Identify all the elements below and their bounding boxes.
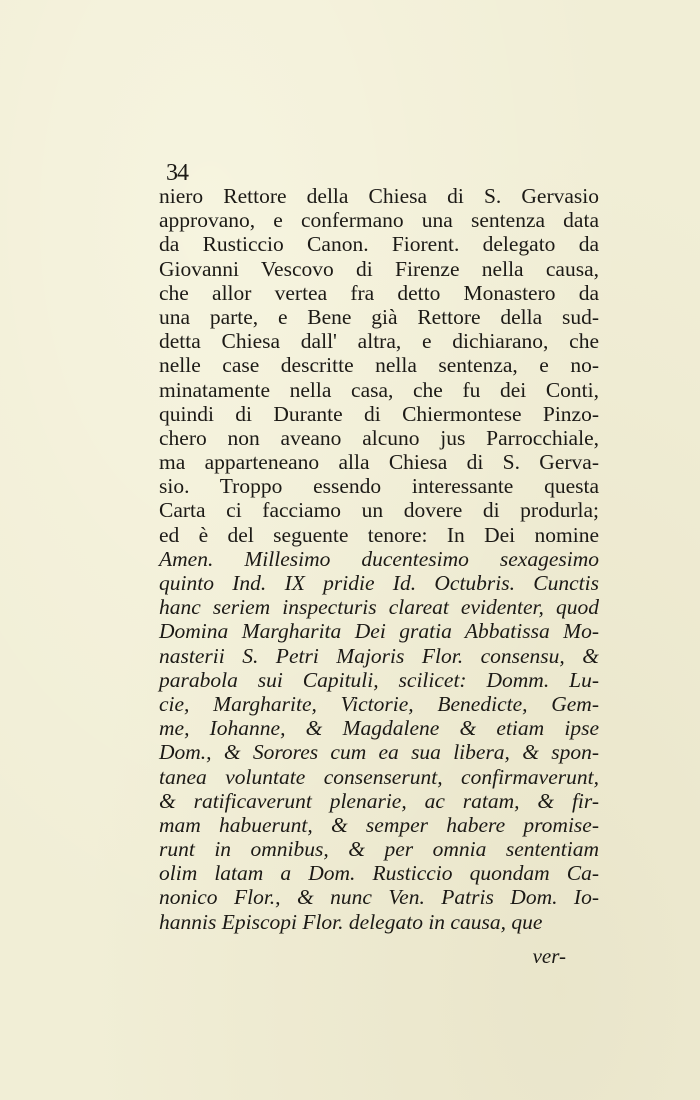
- text-line: hannis Episcopi Flor. delegato in causa, que: [159, 909, 543, 934]
- text-line: nasterii S. Petri Majoris Flor. consensu, &: [159, 643, 599, 668]
- text-line: runt in omnibus, & per omnia sententiam: [159, 837, 599, 862]
- text-line: una parte, e Bene già Rettore della sud-: [159, 304, 599, 329]
- text-line: olim latam a Dom. Rusticcio quondam Ca-: [159, 861, 599, 886]
- text-line: quinto Ind. IX pridie Id. Octubris. Cunctis: [159, 571, 599, 595]
- text-line: minatamente nella casa, che fu dei Conti,: [159, 377, 599, 402]
- text-line: ed è del seguente tenore: In Dei nomine: [159, 522, 599, 547]
- text-line: approvano, e confermano una sentenza data: [159, 208, 599, 233]
- text-line: parabola sui Capituli, scilicet: Domm. Lu-: [159, 667, 599, 692]
- text-line: Giovanni Vescovo di Firenze nella causa,: [159, 256, 599, 281]
- text-line: da Rusticcio Canon. Fiorent. delegato da: [159, 232, 599, 257]
- text-line: chero non aveano alcuno jus Parrocchiale,: [159, 425, 599, 450]
- text-line: hanc seriem inspecturis clareat evidenter, quod: [159, 595, 599, 620]
- text-line: nelle case descritte nella sentenza, e no-: [159, 353, 599, 378]
- text-line: mam habuerunt, & semper habere promise-: [159, 812, 599, 837]
- body-text: [159, 184, 599, 934]
- text-line: quindi di Durante di Chiermontese Pinzo-: [159, 401, 599, 426]
- text-line: tanea voluntate consenserunt, confirmaverunt,: [159, 764, 599, 789]
- page-number: 34: [166, 160, 188, 186]
- text-line: Domina Margharita Dei gratia Abbatissa Mo-: [159, 619, 599, 644]
- text-line: & ratificaverunt plenarie, ac ratam, & fir-: [159, 788, 599, 813]
- text-line: nonico Flor., & nunc Ven. Patris Dom. Io-: [159, 885, 599, 910]
- text-line: Amen. Millesimo ducentesimo sexagesimo: [159, 546, 599, 571]
- text-line: che allor vertea fra detto Monastero da: [159, 280, 599, 305]
- text-line: cie, Margharite, Victorie, Benedicte, Gem-: [159, 691, 599, 716]
- text-line: sio. Troppo essendo interessante questa: [159, 474, 599, 499]
- text-line: me, Iohanne, & Magdalene & etiam ipse: [159, 716, 599, 741]
- text-line: ma apparteneano alla Chiesa di S. Gerva-: [159, 450, 599, 475]
- text-line: niero Rettore della Chiesa di S. Gervasio: [159, 184, 599, 208]
- text-line: detta Chiesa dall' altra, e dichiarano, che: [159, 329, 599, 354]
- catchword: ver-: [532, 944, 566, 968]
- text-line: Dom., & Sorores cum ea sua libera, & spon-: [159, 740, 599, 765]
- text-line: Carta ci facciamo un dovere di produrla;: [159, 498, 599, 523]
